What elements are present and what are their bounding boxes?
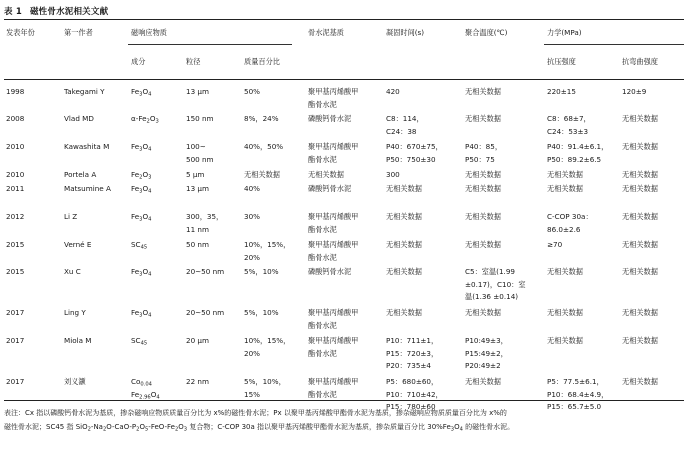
cell-line: 40%，50% [244, 142, 284, 151]
cell-line: 5%，10% [244, 267, 279, 276]
cell-line: 30% [244, 212, 260, 221]
cell-line: C8：114， [386, 114, 424, 123]
cell-line: 无相关数据 [547, 336, 583, 345]
cell-setting [386, 141, 443, 166]
cell-line: 15% [244, 389, 260, 399]
cell-line: 5%，10%， [244, 377, 286, 386]
cell-line: 聚甲基丙烯酸甲 [308, 212, 359, 221]
cell-line: P50：750±30 [386, 154, 436, 164]
table-footnote [4, 406, 684, 434]
cell-line: 无相关数据 [622, 170, 658, 179]
cell-author: Portela A [64, 170, 97, 179]
cell-compressive [547, 183, 583, 196]
cell-mass [244, 307, 279, 320]
cell-matrix [308, 307, 358, 332]
cell-compressive [547, 113, 591, 138]
cell-year: 2010 [6, 170, 25, 179]
table-title: 磁性骨水泥相关文献 [29, 7, 109, 17]
cell-particle [186, 376, 209, 389]
cell-year: 2010 [6, 142, 25, 151]
cell-component: $Fe_3O_4$ [131, 267, 152, 278]
cell-temp [465, 376, 501, 389]
cell-year: 2008 [6, 114, 25, 123]
header-mechanics-group: 力学(MPa) [547, 28, 582, 37]
cell-line: 无相关数据 [547, 170, 583, 179]
cell-line: 120±9 [622, 87, 647, 96]
cell-line: 无相关数据 [547, 184, 583, 193]
cell-component: $\alpha-Fe_2O_3$ [131, 114, 159, 125]
cell-year: 2017 [6, 336, 25, 345]
cell-setting [386, 307, 422, 320]
cell-year: 2015 [6, 267, 25, 276]
cell-temp [465, 211, 501, 224]
cell-line: P10:49±3， [465, 336, 508, 345]
cell-matrix [308, 376, 358, 401]
cell-line: P40：670±75， [386, 142, 443, 151]
cell-line: 20~50 nm [186, 308, 225, 317]
cell-line: 20 μm [186, 336, 210, 345]
cell-compressive [547, 239, 562, 252]
cell-mass [244, 141, 283, 154]
cell-component: $Fe_3O_4$ [131, 308, 152, 319]
cell-author: Li Z [64, 212, 78, 221]
cell-setting [386, 335, 438, 373]
cell-particle [186, 335, 209, 348]
cell-bending [622, 307, 658, 320]
cell-line: P20:49±2 [465, 361, 501, 370]
cell-setting [386, 86, 400, 99]
cell-temp [465, 183, 501, 196]
cell-line: 无相关数据 [622, 114, 658, 123]
cell-line: 酯骨水泥 [308, 320, 337, 330]
cell-line: 5%，10% [244, 308, 279, 317]
cell-line: 无相关数据 [465, 114, 501, 123]
cell-line: P5：77.5±6.1， [547, 377, 604, 386]
cell-compressive [547, 86, 576, 99]
cell-particle [186, 211, 223, 236]
cell-matrix [308, 239, 358, 264]
cell-bending [622, 169, 658, 182]
cell-component: $Fe_2O_3$ [131, 170, 152, 181]
footnote-line-1: 表注：Cx 指以磷酸钙骨水泥为基质，掺杂磁响应物质质量百分比为 x%的磁性骨水泥；Px 以聚甲基丙烯酸甲酯骨水泥为基质，掺杂磁响应物质质量百分比为 x%的 [4, 409, 507, 417]
cell-line: C-COP 30a： [547, 212, 593, 221]
cell-setting [386, 183, 422, 196]
header-magnetic-group: 磁响应物质 [131, 28, 167, 37]
cell-particle [186, 113, 214, 126]
cell-component [131, 376, 160, 401]
cell-line: 无相关数据 [622, 377, 658, 386]
cell-line: 酯骨水泥 [308, 224, 337, 234]
cell-temp [465, 141, 502, 166]
cell-setting [386, 211, 422, 224]
cell-line: 聚甲基丙烯酸甲 [308, 240, 359, 249]
cell-particle [186, 86, 209, 99]
cell-line: 13 μm [186, 184, 210, 193]
cell-line: 300，35， [186, 212, 224, 221]
header-component: 成分 [131, 57, 146, 66]
cell-component: $SC_{45}$ [131, 336, 148, 347]
cell-line: 无相关数据 [622, 212, 658, 221]
cell-line: $Fe_{2.96}O_4$ [131, 389, 160, 400]
cell-line: 聚甲基丙烯酸甲 [308, 308, 359, 317]
cell-line: 13 μm [186, 87, 210, 96]
cell-component: $Fe_3O_4$ [131, 212, 152, 223]
cell-line: 无相关数据 [622, 184, 658, 193]
cell-particle [186, 266, 224, 279]
cell-particle [186, 183, 209, 196]
cell-particle [186, 239, 209, 252]
cell-line: P10：68.4±4.9， [547, 389, 609, 399]
cell-line: $Co_{0.04}$ [131, 377, 152, 388]
cell-line: 聚甲基丙烯酸甲 [308, 87, 359, 96]
cell-line: 无相关数据 [465, 170, 501, 179]
cell-year: 2015 [6, 240, 25, 249]
cell-line: 无相关数据 [465, 184, 501, 193]
cell-mass [244, 113, 279, 126]
cell-line: 无相关数据 [465, 87, 501, 96]
cell-author: Matsumine A [64, 184, 111, 193]
cell-line: 聚甲基丙烯酸甲 [308, 336, 359, 345]
cell-temp [465, 307, 501, 320]
header-particle: 粒径 [186, 57, 201, 66]
header-author: 第一作者 [64, 28, 93, 37]
table-header-rule [4, 79, 684, 80]
cell-line: 无相关数据 [622, 142, 658, 151]
cell-line: 聚甲基丙烯酸甲 [308, 377, 359, 386]
cell-author: Xu C [64, 267, 81, 276]
cell-line: 50% [244, 87, 260, 96]
cell-compressive [547, 307, 583, 320]
cell-line: 150 nm [186, 114, 214, 123]
cell-temp [465, 239, 501, 252]
cell-author: Vlad MD [64, 114, 94, 123]
cell-matrix [308, 86, 358, 111]
cell-line: 40% [244, 184, 260, 193]
cell-temp [465, 86, 501, 99]
cell-line: ≥70 [547, 240, 563, 249]
cell-line: P15：65.7±5.0 [547, 402, 602, 411]
header-mass-percent: 质量百分比 [244, 57, 280, 66]
cell-line: 220±15 [547, 87, 576, 96]
cell-temp [465, 169, 501, 182]
cell-bending [622, 239, 658, 252]
cell-mass [244, 169, 280, 182]
cell-line: 100~ [186, 142, 206, 151]
cell-mass [244, 266, 279, 279]
header-compressive: 抗压强度 [547, 57, 576, 66]
cell-compressive [547, 266, 583, 279]
mechanics-group-underline [544, 44, 684, 45]
cell-line: P50：89.2±6.5 [547, 154, 602, 164]
table-caption [4, 5, 108, 17]
cell-setting [386, 239, 422, 252]
cell-setting [386, 266, 422, 279]
cell-author: Takegami Y [64, 87, 105, 96]
cell-line: 20~50 nm [186, 267, 225, 276]
cell-bending [622, 211, 658, 224]
cell-author: Kawashita M [64, 142, 110, 151]
cell-temp [465, 113, 501, 126]
cell-line: 无相关数据 [465, 240, 501, 249]
cell-line: C5：室温(1.99 [465, 267, 515, 276]
cell-line: 10%，15%， [244, 240, 291, 249]
header-temperature: 聚合温度(℃) [465, 28, 508, 37]
cell-bending [622, 113, 658, 126]
cell-line: 磷酸钙骨水泥 [308, 184, 352, 193]
cell-line: P15：720±3， [386, 348, 439, 358]
cell-setting [386, 113, 424, 138]
cell-mass [244, 376, 286, 401]
cell-matrix [308, 211, 358, 236]
cell-year: 2017 [6, 308, 25, 317]
cell-line: P50：75 [465, 154, 495, 164]
cell-mass [244, 183, 260, 196]
header-year: 发表年份 [6, 28, 35, 37]
cell-temp [465, 266, 526, 304]
cell-matrix [308, 169, 344, 182]
cell-line: P40：91.4±6.1， [547, 142, 609, 151]
header-setting-time: 凝固时间(s) [386, 28, 425, 37]
cell-line: 8%，24% [244, 114, 279, 123]
cell-component: $SC_{45}$ [131, 240, 148, 251]
cell-line: 无相关数据 [465, 308, 501, 317]
cell-line: 50 nm [186, 240, 209, 249]
cell-mass [244, 335, 290, 360]
cell-line: 酯骨水泥 [308, 348, 337, 358]
cell-mass [244, 86, 260, 99]
cell-matrix [308, 141, 358, 166]
cell-mass [244, 239, 290, 264]
cell-component: $Fe_3O_4$ [131, 142, 152, 153]
header-bending: 抗弯曲强度 [622, 57, 658, 66]
cell-particle [186, 141, 214, 166]
cell-year: 2012 [6, 212, 25, 221]
magnetic-group-underline [128, 44, 292, 45]
cell-author: Ling Y [64, 308, 86, 317]
cell-line: 无相关数据 [386, 267, 422, 276]
cell-matrix [308, 335, 358, 360]
cell-line: P10：711±1， [386, 336, 439, 345]
cell-line: 420 [386, 87, 400, 96]
cell-line: 10%，15%， [244, 336, 291, 345]
cell-line: 磷酸钙骨水泥 [308, 267, 352, 276]
header-matrix: 骨水泥基质 [308, 28, 344, 37]
cell-line: 5 μm [186, 170, 205, 179]
cell-line: 无相关数据 [622, 308, 658, 317]
cell-line: 无相关数据 [244, 170, 280, 179]
cell-component: $Fe_3O_4$ [131, 87, 152, 98]
cell-line: C24：53±3 [547, 126, 589, 136]
cell-bending [622, 183, 658, 196]
cell-line: P15：780±60 [386, 402, 436, 411]
cell-line: ±0.17)，C10：室 [465, 279, 526, 289]
cell-bending [622, 376, 658, 389]
cell-bending [622, 141, 658, 154]
cell-line: 11 nm [186, 224, 209, 234]
cell-line: 无相关数据 [622, 336, 658, 345]
cell-author: 刘义灏 [64, 377, 86, 386]
cell-setting [386, 169, 400, 182]
cell-line: 酯骨水泥 [308, 154, 337, 164]
cell-compressive [547, 211, 593, 236]
cell-line: 磷酸钙骨水泥 [308, 114, 352, 123]
cell-line: C24：38 [386, 126, 417, 136]
cell-line: 无相关数据 [386, 184, 422, 193]
cell-line: 无相关数据 [547, 308, 583, 317]
cell-line: 无相关数据 [386, 240, 422, 249]
cell-year: 1998 [6, 87, 25, 96]
cell-matrix [308, 183, 351, 196]
cell-compressive [547, 169, 583, 182]
cell-line: 300 [386, 170, 400, 179]
cell-particle [186, 307, 224, 320]
cell-line: 无相关数据 [308, 170, 344, 179]
cell-line: 聚甲基丙烯酸甲 [308, 142, 359, 151]
cell-line: P40：85， [465, 142, 503, 151]
cell-line: 温(1.36 ±0.14) [465, 292, 519, 301]
footnote-line-2: 磁性骨水泥；SC45 指 $SiO_2-Na_2O-CaO-P_2O_5-FeO-Fe_2O_3$ 复合物；C-COP 30a 指以聚甲基丙烯酸甲酯骨水泥为基质，掺杂质量百分比 $30\%Fe_3O_4$ 的磁性骨水泥。 [4, 423, 515, 433]
cell-line: 无相关数据 [465, 377, 501, 386]
cell-matrix [308, 113, 351, 126]
cell-line: 86.0±2.6 [547, 224, 581, 234]
cell-bending [622, 335, 658, 348]
cell-line: 酯骨水泥 [308, 389, 337, 399]
cell-line: 20% [244, 348, 260, 358]
cell-line: 500 nm [186, 154, 214, 164]
cell-bending [622, 86, 646, 99]
cell-line: P15:49±2， [465, 348, 508, 358]
cell-compressive [547, 141, 608, 166]
cell-year: 2011 [6, 184, 25, 193]
cell-line: 无相关数据 [547, 267, 583, 276]
cell-year: 2017 [6, 377, 25, 386]
cell-line: P5：680±60， [386, 377, 439, 386]
cell-line: 无相关数据 [386, 308, 422, 317]
cell-matrix [308, 266, 351, 279]
cell-line: 22 nm [186, 377, 209, 386]
cell-bending [622, 266, 658, 279]
cell-particle [186, 169, 204, 182]
cell-line: 无相关数据 [386, 212, 422, 221]
cell-line: 无相关数据 [622, 267, 658, 276]
cell-author: Miola M [64, 336, 92, 345]
cell-line: 酯骨水泥 [308, 99, 337, 109]
cell-temp [465, 335, 508, 373]
cell-line: P20：735±4 [386, 361, 431, 370]
cell-component: $Fe_3O_4$ [131, 184, 152, 195]
cell-line: C8：68±7， [547, 114, 591, 123]
cell-line: 20% [244, 252, 260, 262]
cell-line: 酯骨水泥 [308, 252, 337, 262]
cell-mass [244, 211, 260, 224]
cell-line: 无相关数据 [622, 240, 658, 249]
cell-compressive [547, 335, 583, 348]
cell-line: 无相关数据 [465, 212, 501, 221]
table-number: 表 1 [4, 7, 22, 17]
cell-line: P10：710±42， [386, 389, 443, 399]
table-top-rule [4, 19, 684, 20]
cell-author: Verné E [64, 240, 92, 249]
